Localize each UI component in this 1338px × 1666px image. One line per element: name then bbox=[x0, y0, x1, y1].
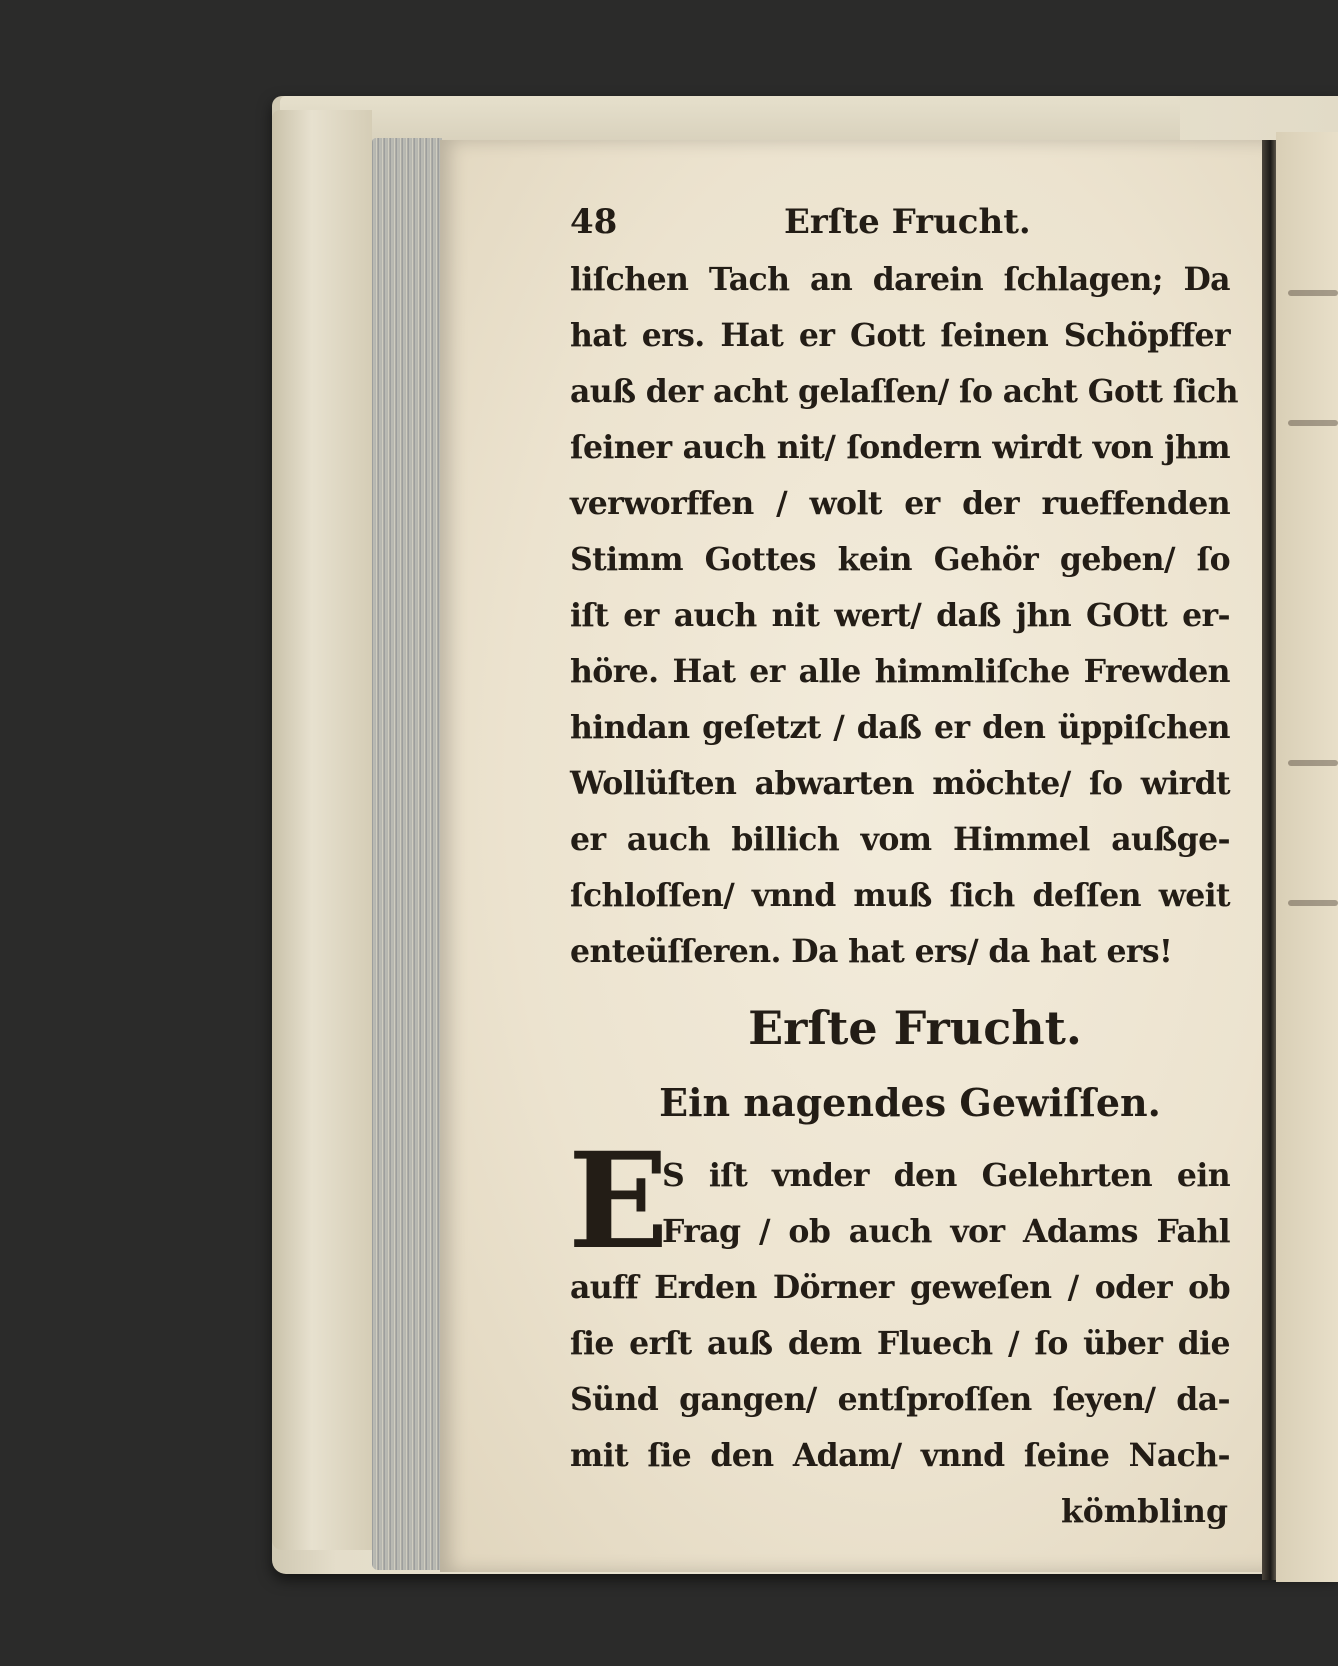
text-line: mit ſie den Adam/ vnnd ſeine Nach- bbox=[570, 1437, 1230, 1474]
text-line: enteüſſeren. Da hat ers/ da hat ers! bbox=[570, 933, 1173, 970]
facing-page-edge bbox=[1276, 132, 1338, 1582]
page-header bbox=[570, 196, 1230, 252]
section-subtitle: Ein nagendes Gewiſſen. bbox=[659, 1080, 1161, 1125]
text-line: ſie erſt auß dem Fluech / ſo über die bbox=[570, 1325, 1230, 1362]
text-line: Wollüſten abwarten möchte/ ſo wirdt bbox=[570, 765, 1230, 802]
facing-page-mark bbox=[1288, 420, 1338, 426]
section-title: Erſte Frucht. bbox=[748, 1001, 1082, 1055]
cover-top-edge bbox=[280, 96, 1180, 144]
catchword: kömbling bbox=[1060, 1493, 1228, 1530]
text-line: er auch billich vom Himmel außge- bbox=[570, 821, 1230, 858]
page-edges bbox=[372, 138, 442, 1570]
text-line: S iſt vnder den Gelehrten ein bbox=[662, 1157, 1230, 1194]
cover-fold bbox=[272, 110, 372, 1550]
text-line: Frag / ob auch vor Adams Fahl bbox=[662, 1213, 1230, 1250]
text-line: verworffen / wolt er der rueffenden bbox=[570, 485, 1230, 522]
text-line: Stimm Gottes kein Gehör geben/ ſo bbox=[570, 541, 1230, 578]
facing-page-mark bbox=[1288, 290, 1338, 296]
text-line: höre. Hat er alle himmliſche Frewden bbox=[570, 653, 1230, 690]
text-line: ſeiner auch nit/ ſondern wirdt von jhm bbox=[570, 429, 1230, 466]
text-line: liſchen Tach an darein ſchlagen; Da bbox=[570, 261, 1230, 298]
body-text bbox=[570, 252, 1238, 980]
page-number: 48 bbox=[570, 202, 618, 242]
text-line: auff Erden Dörner geweſen / oder ob bbox=[570, 1269, 1230, 1306]
text-line: hindan geſetzt / daß er den üppiſchen bbox=[570, 709, 1230, 746]
text-line: auß der acht gelaſſen/ ſo acht Gott ſich bbox=[570, 373, 1238, 410]
facing-page-mark bbox=[1288, 900, 1338, 906]
drop-cap: E bbox=[568, 1124, 669, 1279]
paragraph bbox=[568, 1124, 1230, 1540]
running-head: Erſte Frucht. bbox=[784, 202, 1031, 242]
text-line: iſt er auch nit wert/ daß jhn GOtt er- bbox=[570, 597, 1230, 634]
text-line: ſchloſſen/ vnnd muß ſich deſſen weit bbox=[570, 877, 1230, 914]
page-text bbox=[568, 196, 1238, 1540]
text-line: Sünd gangen/ entſproſſen ſeyen/ da- bbox=[570, 1381, 1230, 1418]
facing-page-mark bbox=[1288, 760, 1338, 766]
text-line: hat ers. Hat er Gott ſeinen Schöpffer bbox=[570, 317, 1230, 354]
book-gutter bbox=[1262, 140, 1276, 1580]
